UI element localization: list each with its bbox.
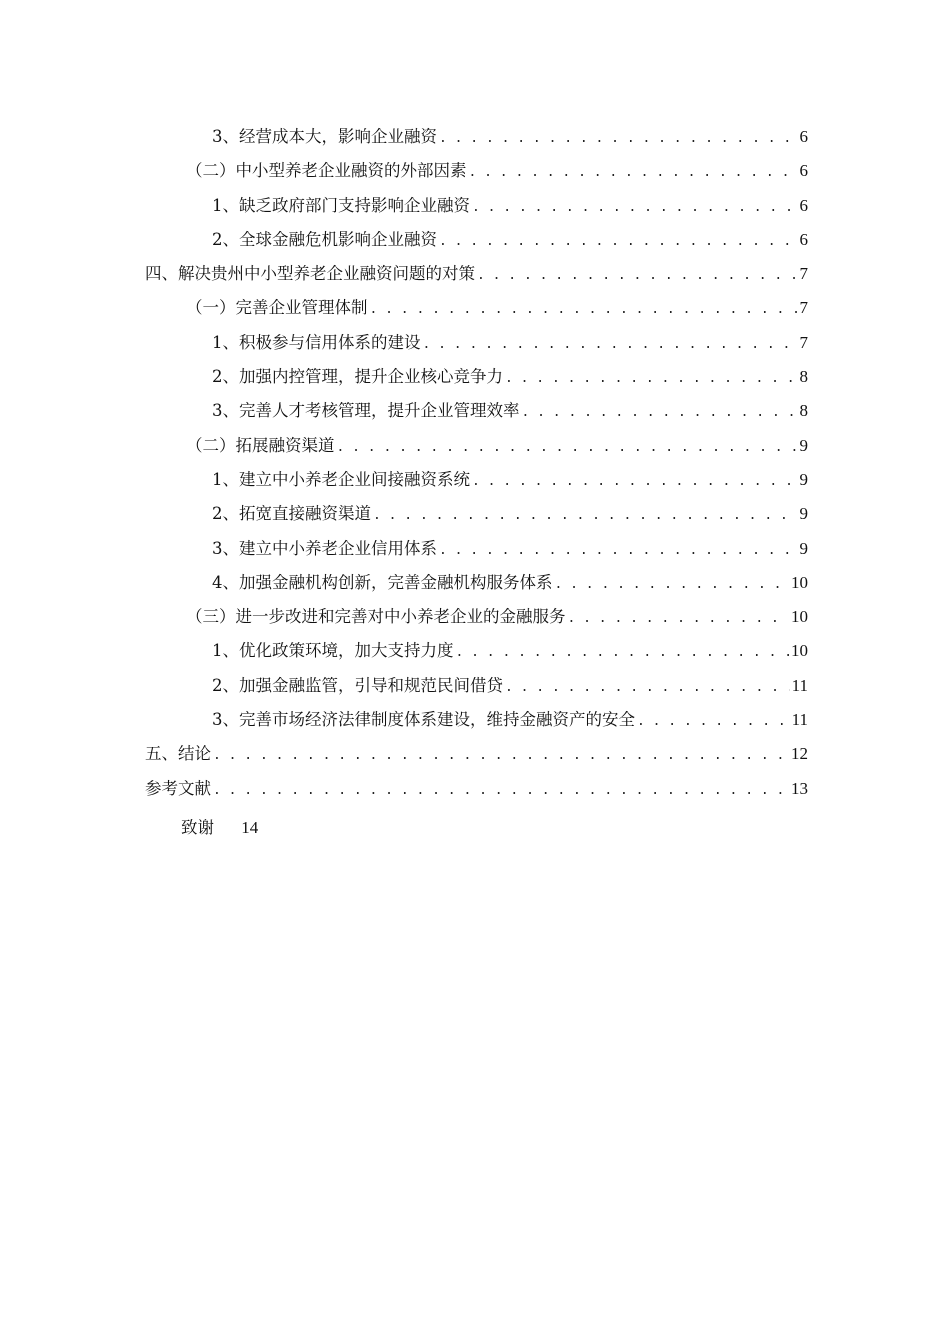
toc-dot-leader: [568, 602, 790, 636]
toc-entry-title: 2、全球金融危机影响企业融资: [212, 229, 437, 249]
toc-dot-leader: [439, 534, 798, 568]
toc-entry-title: 3、完善市场经济法律制度体系建设，维持金融资产的安全: [212, 710, 635, 730]
toc-dot-leader: [472, 465, 798, 499]
toc-dot-leader: [456, 636, 790, 670]
toc-dot-leader: [337, 431, 798, 465]
toc-entry-title: 致谢: [181, 818, 214, 837]
toc-entry[interactable]: [145, 532, 808, 566]
toc-entry-page: 12: [791, 744, 808, 764]
toc-dot-leader: [505, 362, 798, 396]
toc-entry-page: 7: [799, 298, 808, 318]
toc-dot-leader: [213, 739, 789, 773]
toc-entry-page: 9: [799, 435, 808, 455]
toc-entry-page: 6: [799, 161, 808, 181]
toc-dot-leader: [472, 191, 798, 225]
toc-entry-page: 10: [791, 572, 808, 592]
toc-entry-title: 3、建立中小养老企业信用体系: [212, 538, 437, 558]
table-of-contents: [145, 120, 808, 806]
toc-dot-leader: [439, 225, 798, 259]
toc-entry-title: 四、解决贵州中小型养老企业融资问题的对策: [145, 264, 475, 284]
toc-dot-leader: [522, 396, 798, 430]
toc-entry-title: 2、拓宽直接融资渠道: [212, 504, 371, 524]
toc-dot-leader: [555, 568, 790, 602]
toc-entry[interactable]: [145, 497, 808, 531]
toc-entry-title: 1、缺乏政府部门支持影响企业融资: [212, 195, 470, 215]
toc-entry-page: 9: [799, 469, 808, 489]
toc-entry-page: 9: [799, 504, 808, 524]
toc-entry-title: 3、完善人才考核管理，提升企业管理效率: [212, 401, 520, 421]
toc-dot-leader: [213, 774, 789, 808]
toc-dot-leader: [637, 705, 790, 739]
toc-dot-leader: [505, 671, 790, 705]
toc-entry-title: 2、加强内控管理，提升企业核心竞争力: [212, 367, 503, 387]
toc-entry-title: （三）进一步改进和完善对中小养老企业的金融服务: [186, 607, 566, 627]
toc-entry-title: 1、优化政策环境，加大支持力度: [212, 641, 454, 661]
toc-dot-leader: [469, 156, 798, 190]
toc-entry-title: （二）拓展融资渠道: [186, 435, 335, 455]
toc-entry[interactable]: [145, 360, 808, 394]
toc-entry-title: 1、积极参与信用体系的建设: [212, 332, 421, 352]
toc-entry-title: （一）完善企业管理体制: [186, 298, 368, 318]
toc-entry-title: 五、结论: [145, 744, 211, 764]
toc-dot-leader: [373, 499, 798, 533]
toc-entry-title: 2、加强金融监管，引导和规范民间借贷: [212, 675, 503, 695]
toc-dot-leader: [439, 122, 798, 156]
toc-entry[interactable]: [145, 154, 808, 188]
toc-entry-page: 11: [791, 710, 808, 730]
toc-entry[interactable]: [145, 326, 808, 360]
toc-entry-page: 9: [799, 538, 808, 558]
toc-entry-acknowledgements[interactable]: [181, 816, 258, 840]
toc-entry[interactable]: [145, 703, 808, 737]
toc-dot-leader: [370, 293, 798, 327]
toc-entry-page: 14: [241, 818, 259, 837]
toc-entry[interactable]: [145, 189, 808, 223]
toc-entry-page: 8: [799, 401, 808, 421]
toc-entry-page: 6: [799, 127, 808, 146]
toc-entry-title: 4、加强金融机构创新，完善金融机构服务体系: [212, 572, 553, 592]
toc-entry[interactable]: [145, 566, 808, 600]
toc-entry-title: 参考文献: [145, 778, 211, 798]
toc-dot-leader: [423, 328, 798, 362]
toc-entry-page: 7: [799, 264, 808, 284]
toc-entry[interactable]: [145, 429, 808, 463]
toc-entry[interactable]: [145, 394, 808, 428]
toc-entry-page: 6: [799, 229, 808, 249]
toc-entry-page: 13: [791, 778, 808, 798]
toc-entry-title: 3、经营成本大，影响企业融资: [212, 127, 437, 146]
toc-entry[interactable]: [145, 669, 808, 703]
toc-entry[interactable]: [145, 772, 808, 806]
toc-entry[interactable]: [145, 600, 808, 634]
toc-entry-page: 8: [799, 367, 808, 387]
toc-entry[interactable]: [145, 634, 808, 668]
toc-dot-leader: [477, 259, 798, 293]
toc-entry-page: 7: [799, 332, 808, 352]
toc-entry-title: 1、建立中小养老企业间接融资系统: [212, 469, 470, 489]
toc-entry[interactable]: [145, 120, 808, 154]
toc-entry[interactable]: [145, 291, 808, 325]
toc-entry-page: 6: [799, 195, 808, 215]
toc-entry[interactable]: [145, 257, 808, 291]
toc-entry-page: 11: [791, 675, 808, 695]
toc-entry-page: 10: [791, 641, 808, 661]
toc-entry-title: （二）中小型养老企业融资的外部因素: [186, 161, 467, 181]
toc-entry[interactable]: [145, 737, 808, 771]
toc-entry[interactable]: [145, 463, 808, 497]
toc-entry[interactable]: [145, 223, 808, 257]
toc-entry-page: 10: [791, 607, 808, 627]
